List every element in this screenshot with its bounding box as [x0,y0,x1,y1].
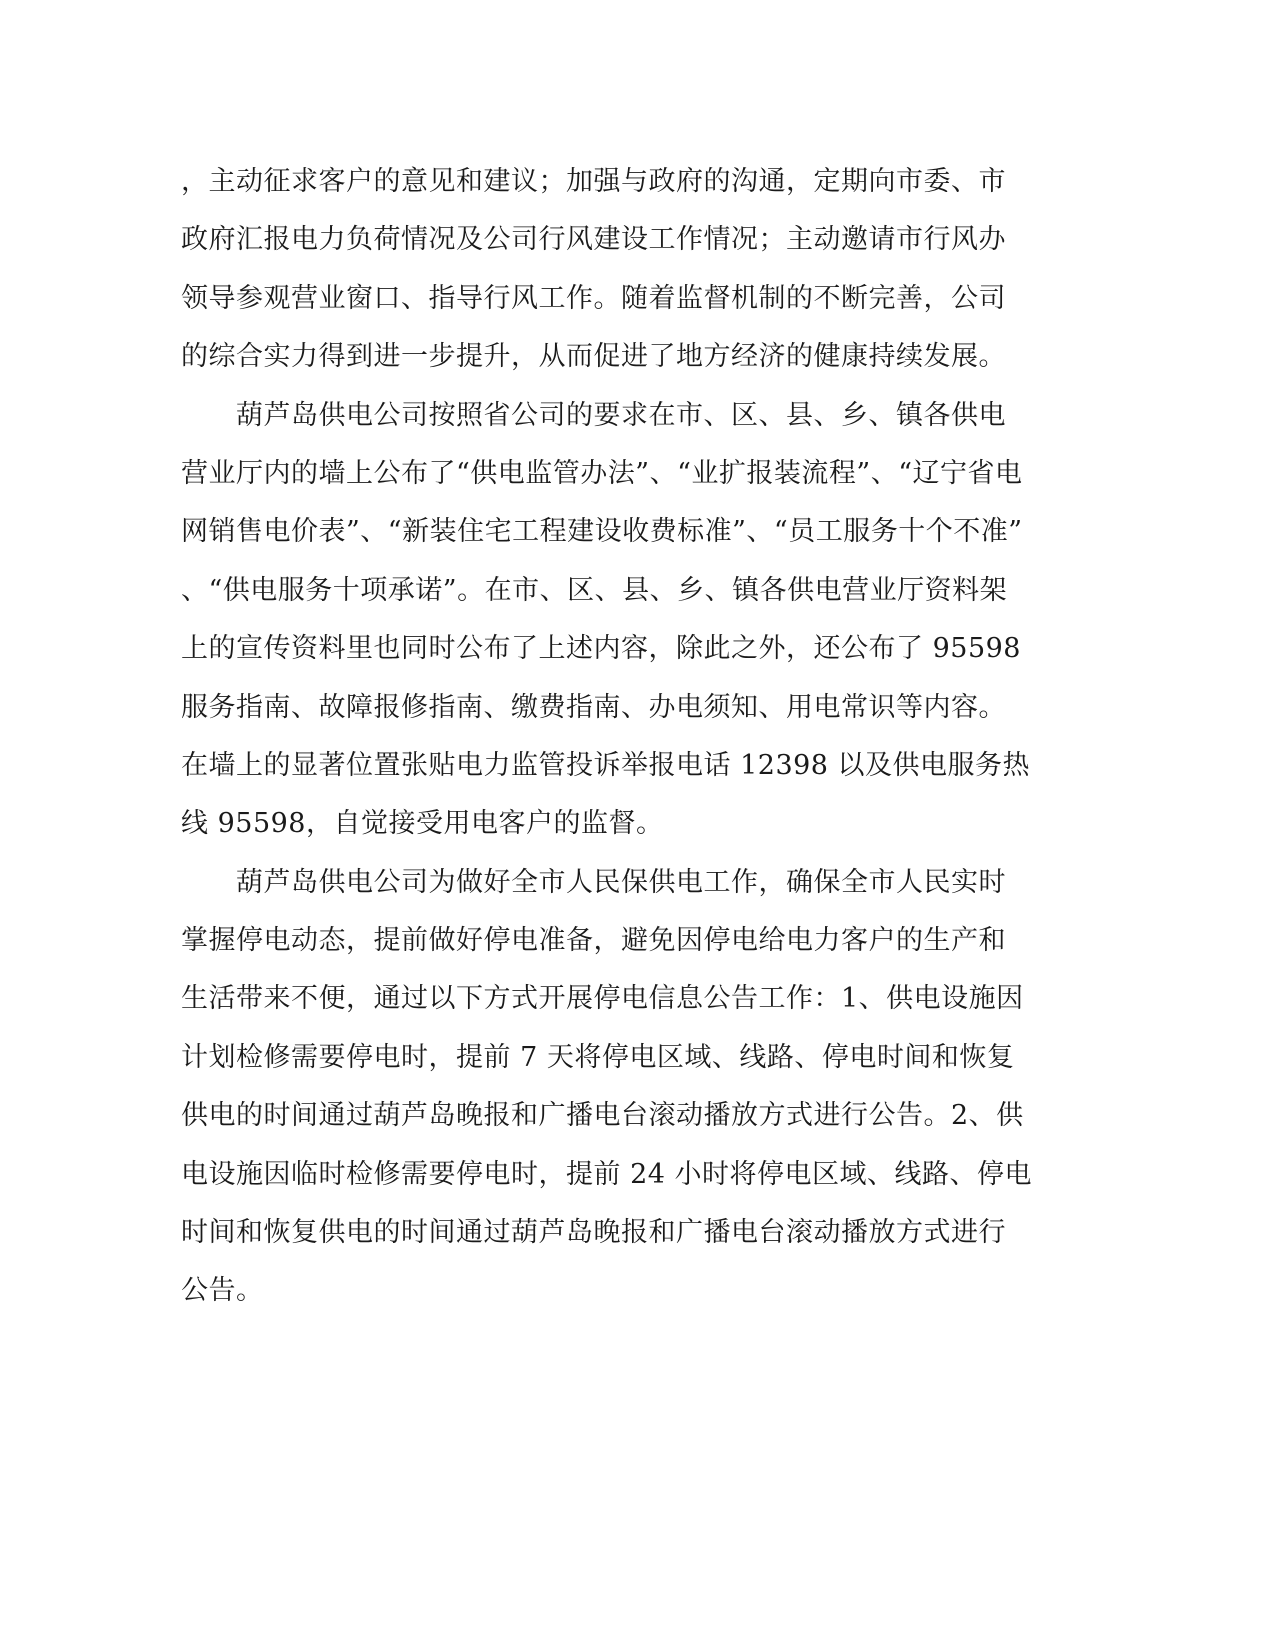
text-line: 领导参观营业窗口、指导行风工作。随着监督机制的不断完善，公司 [181,282,1006,314]
text-line: 掌握停电动态，提前做好停电准备，避免因停电给电力客户的生产和 [181,925,1006,957]
text-line: 电设施因临时检修需要停电时，提前 24 小时将停电区域、线路、停电 [181,1158,1033,1190]
paragraph-2 [181,392,1041,859]
text-line: 时间和恢复供电的时间通过葫芦岛晚报和广播电台滚动播放方式进行 [181,1217,1006,1249]
text-line: 服务指南、故障报修指南、缴费指南、办电须知、用电常识等内容。 [181,691,1006,723]
text-line: 上的宣传资料里也同时公布了上述内容，除此之外，还公布了 95598 [181,633,1021,665]
text-line: 网销售电价表”、“新装住宅工程建设收费标准”、“员工服务十个不准” [181,516,1023,548]
text-line: 计划检修需要停电时，提前 7 天将停电区域、线路、停电时间和恢复 [181,1041,1015,1073]
text-line: 葫芦岛供电公司按照省公司的要求在市、区、县、乡、镇各供电 [181,399,1006,431]
text-line: 公告。 [181,1275,264,1307]
paragraph-1 [181,158,1041,392]
document-body [181,158,1041,1326]
text-line: 、“供电服务十项承诺”。在市、区、县、乡、镇各供电营业厅资料架 [181,574,1008,606]
paragraph-3 [181,859,1041,1326]
text-line: ，主动征求客户的意见和建议；加强与政府的沟通，定期向市委、市 [181,166,1006,197]
text-line: 政府汇报电力负荷情况及公司行风建设工作情况；主动邀请市行风办 [181,224,1006,256]
text-line: 在墙上的显著位置张贴电力监管投诉举报电话 12398 以及供电服务热 [181,749,1031,781]
text-line: 的综合实力得到进一步提升，从而促进了地方经济的健康持续发展。 [181,341,1006,373]
text-line: 线 95598，自觉接受用电客户的监督。 [181,808,664,840]
text-line: 生活带来不便，通过以下方式开展停电信息公告工作：1、供电设施因 [181,983,1024,1015]
text-line: 供电的时间通过葫芦岛晚报和广播电台滚动播放方式进行公告。2、供 [181,1100,1024,1132]
text-line: 营业厅内的墙上公布了“供电监管办法”、“业扩报装流程”、“辽宁省电 [181,457,1023,489]
text-line: 葫芦岛供电公司为做好全市人民保供电工作，确保全市人民实时 [181,866,1006,898]
